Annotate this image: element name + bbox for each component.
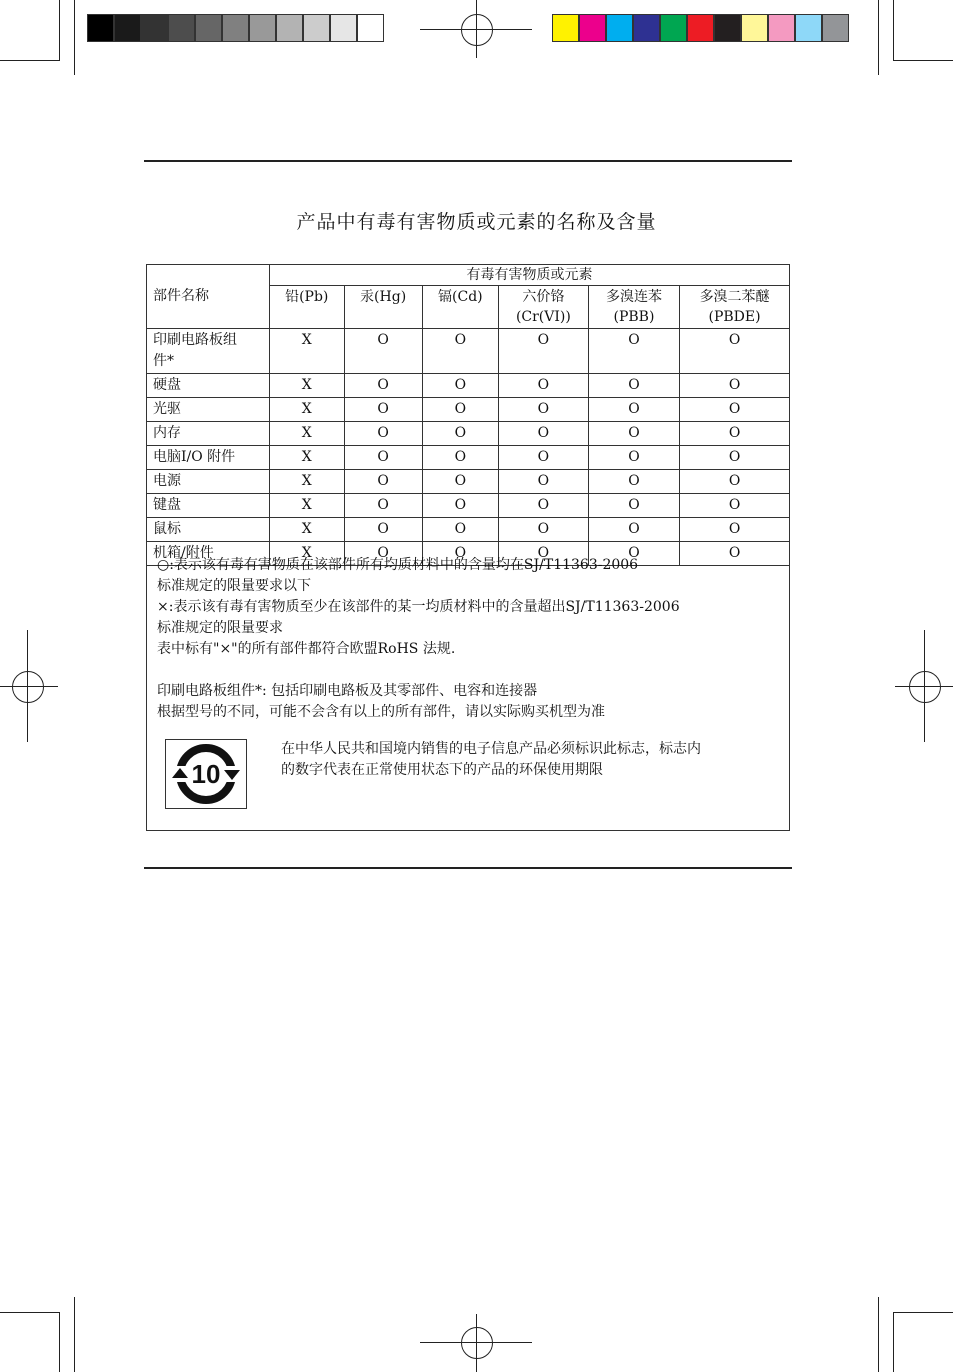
part-name-cell bbox=[147, 446, 270, 470]
grayscale-calibration-strip bbox=[87, 14, 384, 42]
part-name: 机箱/附件 bbox=[153, 545, 214, 561]
part-name: 电源 bbox=[153, 473, 181, 489]
substance-value-cell: O bbox=[588, 422, 679, 446]
logo-description-line1: 在中华人民共和国境内销售的电子信息产品必须标识此标志，标志内 bbox=[281, 741, 701, 757]
substance-name: 多溴连苯 bbox=[605, 289, 662, 305]
substance-value-cell: O bbox=[588, 518, 679, 542]
calibration-swatch bbox=[276, 14, 303, 42]
substance-value-cell: O bbox=[344, 542, 422, 566]
part-name-cell bbox=[147, 494, 270, 518]
substance-value-cell: O bbox=[680, 470, 790, 494]
efup-recycle-icon bbox=[166, 740, 246, 808]
substance-value-cell: O bbox=[680, 329, 790, 374]
logo-description-line2: 的数字代表在正常使用状态下的产品的环保使用期限 bbox=[281, 762, 603, 778]
substance-name: 铅(Pb) bbox=[285, 289, 329, 305]
substance-value-cell: O bbox=[498, 398, 588, 422]
substance-value-cell: O bbox=[588, 446, 679, 470]
part-name: 键盘 bbox=[153, 497, 181, 513]
substance-value-cell: X bbox=[270, 470, 345, 494]
substance-value-cell: O bbox=[422, 398, 498, 422]
substance-name: 汞(Hg) bbox=[360, 289, 407, 305]
substance-value-cell: X bbox=[270, 398, 345, 422]
calibration-swatch bbox=[357, 14, 384, 42]
rohs-note: 表中标有"×"的所有部件都符合欧盟RoHS 法规. bbox=[157, 641, 456, 657]
substance-value-cell: O bbox=[680, 422, 790, 446]
substance-value-cell: O bbox=[498, 518, 588, 542]
substance-value-cell: X bbox=[270, 446, 345, 470]
environmental-protection-use-period-logo bbox=[165, 739, 247, 809]
pcb-note: 印刷电路板组件*: 包括印刷电路板及其零部件、电容和连接器 bbox=[157, 683, 538, 699]
calibration-swatch bbox=[660, 14, 687, 42]
substance-value-cell: X bbox=[270, 422, 345, 446]
substance-value-cell: O bbox=[344, 446, 422, 470]
substance-value-cell: O bbox=[422, 542, 498, 566]
substance-value-cell: X bbox=[270, 494, 345, 518]
legend-o-line1: ○:表示该有毒有害物质在该部件所有均质材料中的含量均在SJ/T11363-2006 bbox=[157, 557, 639, 573]
table-row bbox=[147, 398, 790, 422]
substance-value-cell: O bbox=[588, 329, 679, 374]
table-header-row bbox=[147, 265, 790, 286]
substance-value-cell: O bbox=[680, 494, 790, 518]
model-note: 根据型号的不同，可能不会含有以上的所有部件，请以实际购买机型为准 bbox=[157, 704, 605, 720]
part-name-header: 部件名称 bbox=[147, 265, 270, 329]
part-name-cell bbox=[147, 329, 270, 374]
substance-value-cell: O bbox=[422, 446, 498, 470]
substance-header bbox=[680, 286, 790, 329]
substance-value-cell: O bbox=[498, 422, 588, 446]
part-name: 印刷电路板组 bbox=[153, 332, 237, 348]
substance-value-cell: O bbox=[588, 542, 679, 566]
page-title: 产品中有毒有害物质或元素的名称及含量 bbox=[296, 211, 657, 233]
substance-value-cell: O bbox=[588, 494, 679, 518]
substance-value-cell: O bbox=[344, 329, 422, 374]
substance-name: 多溴二苯醚 bbox=[699, 289, 770, 305]
bottom-divider bbox=[144, 867, 792, 869]
substance-value-cell: O bbox=[422, 329, 498, 374]
substance-value-cell: O bbox=[422, 494, 498, 518]
substance-value-cell: O bbox=[344, 494, 422, 518]
table-row bbox=[147, 518, 790, 542]
substance-value-cell: O bbox=[344, 422, 422, 446]
substance-value-cell: O bbox=[680, 374, 790, 398]
calibration-swatch bbox=[141, 14, 168, 42]
part-name-cell bbox=[147, 518, 270, 542]
substance-value-cell: O bbox=[344, 374, 422, 398]
color-calibration-strip bbox=[552, 14, 849, 42]
calibration-swatch bbox=[303, 14, 330, 42]
substance-value-cell: O bbox=[422, 374, 498, 398]
table-row bbox=[147, 422, 790, 446]
substance-value-cell: O bbox=[498, 542, 588, 566]
substance-value-cell: X bbox=[270, 518, 345, 542]
part-name: 鼠标 bbox=[153, 521, 181, 537]
substance-value-cell: O bbox=[588, 374, 679, 398]
part-name: 内存 bbox=[153, 425, 181, 441]
substance-value-cell: X bbox=[270, 542, 345, 566]
substance-header bbox=[588, 286, 679, 329]
calibration-swatch bbox=[741, 14, 768, 42]
calibration-swatch bbox=[687, 14, 714, 42]
calibration-swatch bbox=[249, 14, 276, 42]
calibration-swatch bbox=[330, 14, 357, 42]
logo-description bbox=[281, 739, 781, 781]
substance-value-cell: X bbox=[270, 329, 345, 374]
substance-value-cell: O bbox=[498, 329, 588, 374]
substance-header bbox=[270, 286, 345, 329]
substance-value-cell: O bbox=[588, 398, 679, 422]
hazardous-substance-table bbox=[146, 264, 790, 566]
table-row bbox=[147, 470, 790, 494]
part-name-cell bbox=[147, 422, 270, 446]
substance-value-cell: O bbox=[680, 446, 790, 470]
substance-value-cell: O bbox=[422, 422, 498, 446]
calibration-swatch bbox=[795, 14, 822, 42]
calibration-swatch bbox=[114, 14, 141, 42]
table-row bbox=[147, 374, 790, 398]
top-divider bbox=[144, 160, 792, 162]
substance-value-cell: O bbox=[498, 446, 588, 470]
part-name: 光驱 bbox=[153, 401, 181, 417]
substance-name: 镉(Cd) bbox=[438, 289, 483, 305]
substance-value-cell: O bbox=[498, 374, 588, 398]
calibration-swatch bbox=[579, 14, 606, 42]
part-name-continued: 件* bbox=[153, 353, 174, 369]
table-row bbox=[147, 446, 790, 470]
substance-header bbox=[498, 286, 588, 329]
legend-x-line1: ×:表示该有毒有害物质至少在该部件的某一均质材料中的含量超出SJ/T11363-2006 bbox=[157, 599, 680, 615]
calibration-swatch bbox=[822, 14, 849, 42]
substance-symbol: (Cr(VI)) bbox=[515, 309, 571, 325]
substance-value-cell: O bbox=[588, 470, 679, 494]
table-row bbox=[147, 494, 790, 518]
substance-header bbox=[344, 286, 422, 329]
substance-header bbox=[422, 286, 498, 329]
part-name-cell bbox=[147, 470, 270, 494]
substance-value-cell: X bbox=[270, 374, 345, 398]
substance-value-cell: O bbox=[422, 518, 498, 542]
substance-value-cell: O bbox=[680, 518, 790, 542]
calibration-swatch bbox=[168, 14, 195, 42]
calibration-swatch bbox=[768, 14, 795, 42]
substance-value-cell: O bbox=[422, 470, 498, 494]
legend-x-line2: 标准规定的限量要求 bbox=[157, 620, 283, 636]
substance-value-cell: O bbox=[498, 470, 588, 494]
legend-o-line2: 标准规定的限量要求以下 bbox=[157, 578, 311, 594]
table-row bbox=[147, 329, 790, 374]
part-name: 硬盘 bbox=[153, 377, 181, 393]
calibration-swatch bbox=[714, 14, 741, 42]
substance-value-cell: O bbox=[344, 398, 422, 422]
calibration-swatch bbox=[87, 14, 114, 42]
part-name-cell bbox=[147, 398, 270, 422]
efup-number: 10 bbox=[191, 759, 221, 789]
part-name-cell bbox=[147, 374, 270, 398]
calibration-swatch bbox=[195, 14, 222, 42]
substance-value-cell: O bbox=[344, 470, 422, 494]
notes-section bbox=[146, 553, 790, 831]
substance-symbol: (PBB) bbox=[613, 309, 655, 325]
substance-group-header: 有毒有害物质或元素 bbox=[270, 265, 790, 286]
substance-name: 六价铬 bbox=[522, 289, 565, 305]
calibration-swatch bbox=[633, 14, 660, 42]
substance-symbol: (PBDE) bbox=[708, 309, 761, 325]
substance-value-cell: O bbox=[498, 494, 588, 518]
calibration-swatch bbox=[606, 14, 633, 42]
part-name: 电脑I/O 附件 bbox=[153, 449, 236, 465]
calibration-swatch bbox=[222, 14, 249, 42]
calibration-swatch bbox=[552, 14, 579, 42]
substance-value-cell: O bbox=[344, 518, 422, 542]
substance-value-cell: O bbox=[680, 542, 790, 566]
substance-value-cell: O bbox=[680, 398, 790, 422]
